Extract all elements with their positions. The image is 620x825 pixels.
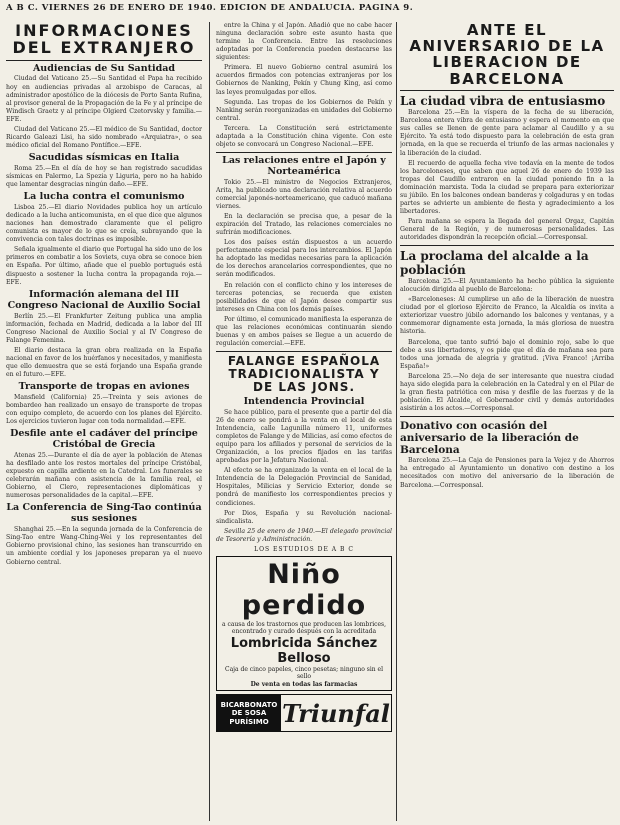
divider [400, 245, 614, 246]
article-paragraph: Los dos países están dispuestos a un acuerdo perfectamente especial para los intercambios. El Japón ha adoptado las medidas necesarias para la aplicación de los derechos arancelarios correspondientes, que no serán modificados. [216, 239, 392, 279]
article-paragraph: Atenas 25.—Durante el día de ayer la población de Atenas ha desfilado ante los restos mortales del príncipe Cristóbal, expuesto en capilla ardiente en la Catedral. Los funerales se celebrarán mañana con asistencia de la familia real, el Gobierno, el Clero, representaciones diplomáticas y numerosas personalidades de la capital.—EFE. [6, 452, 202, 500]
article-paragraph: En la declaración se precisa que, a pesar de la expiración del Tratado, las relaciones comerciales no sufrirán modificaciones. [216, 213, 392, 237]
column-rule [396, 22, 397, 821]
article-title: Las relaciones entre el Japón y Norteamérica [222, 154, 386, 177]
article-paragraph: Señala igualmente el diario que Portugal ha sido uno de los primeros en combatir a los Soviets, cuya obra se conoce bien en España. Por último, añade que el pueblo portugués está dispuesto a sostener la lucha contra la propaganda roja.—EFE. [6, 246, 202, 286]
divider [400, 416, 614, 417]
article-paragraph: Roma 25.—En el día de hoy se han registrado sacudidas sísmicas en Palermo, La Spezia y Liguria, pero no ha habido que lamentar desgracias ningún daño.—EFE. [6, 164, 202, 189]
page-header: A B C. VIERNES 26 DE ENERO DE 1940. EDICION DE ANDALUCIA. PAGINA 9. [6, 3, 414, 13]
article-paragraph: Primera. El nuevo Gobierno central asumirá los acuerdos firmados con potencias extranjeras por los Gobiernos de Nanking, Pekín y Chung King, así como las leyes promulgadas por ellos. [216, 64, 392, 96]
ad-label-line: PURÍSIMO [229, 717, 269, 726]
column-rule [209, 22, 210, 821]
article-paragraph: Barcelona 25.—El Ayuntamiento ha hecho pública la siguiente alocución dirigida al pueblo de Barcelona: [400, 278, 614, 294]
article-paragraph: Barcelona 25.—En la víspera de la fecha de su liberación, Barcelona entera vibra de entusiasmo y espera el momento en que sus calles se llenen de gente para aclamar al Caudillo y a su Ejército. Ya está todo dispuesto para la celebración de esta gran jornada, en la que se recuerda el triunfo de las armas nacionales y la liberación de la ciudad. [400, 109, 614, 157]
article-paragraph: entre la China y el Japón. Añadió que no cabe hacer ninguna declaración sobre este asunto hasta que termine la Conferencia. Entre las resoluciones adoptadas por la Conferencia pueden destacarse las siguientes: [216, 22, 392, 62]
ad-brand: Triunfal [282, 698, 390, 728]
article-title: La ciudad vibra de entusiasmo [400, 93, 606, 108]
advertisement-triunfal [216, 694, 392, 732]
article-title: Intendencia Provincial [243, 395, 365, 407]
divider [6, 60, 202, 61]
article-paragraph: Ciudad del Vaticano 25.—Su Santidad el Papa ha recibido hoy en audiencias privadas al arzobispo de Caracas, al administrador apostólico de la diócesis de Porto Santa Rufina, al provisor general de la Propagación de la Fe y al príncipe de Windisch Graetz y al príncipe Olgierd Czetorvsky y familia.—EFE. [6, 75, 202, 123]
article-title: Sacudidas sísmicas en Italia [28, 152, 180, 164]
article-paragraph: Sevilla 25 de enero de 1940.—El delegado provincial de Tesorería y Administración. [216, 527, 392, 543]
column-3 [400, 22, 614, 823]
falange-title: FALANGE ESPAÑOLA TRADICIONALISTA Y DE LAS JONS. [227, 354, 381, 394]
article-paragraph: El recuerdo de aquella fecha vive todavía en la mente de todos los barceloneses, que saben que aquel 26 de enero de 1939 las tropas del Caudillo entraron en la ciudad poniendo fin a la dominación marxista. Toda la ciudad se prepara para exteriorizar su júbilo. En los balcones ondean banderas y colgaduras y en todas partes se advierte un ambiente de fiesta y agradecimiento a los libertadores. [400, 159, 614, 215]
article-paragraph: Al efecto se ha organizado la venta en el local de la Intendencia de la Delegación Provincial de Sanidad, Hospitales, Milicias y Servicio Exterior, donde se pondrá de manifiesto los correspondientes precios y condiciones. [216, 467, 392, 507]
section-band: LOS ESTUDIOS DE A B C [254, 545, 354, 553]
article-paragraph: Barcelona, que tanto sufrió bajo el dominio rojo, sabe lo que debe a sus libertadores, y os pide que el día de mañana sea para todos una jornada de alegría y gratitud. ¡Viva Franco! ¡Arriba España!» [400, 338, 614, 370]
article-paragraph: Barcelona 25.—No deja de ser interesante que nuestra ciudad haya sido elegida para la celebración en la Catedral y en el Pilar de la gran fiesta patriótica con misa y desfile de las fuerzas y de la población. El Alcalde, el Gobernador civil y demás autoridades asistirán a los actos.—Corresponsal. [400, 372, 614, 412]
article-title: Transporte de tropas en aviones [18, 381, 190, 393]
ad-text: De venta en todas las farmacias [250, 680, 358, 688]
article-title: Donativo con ocasión del aniversario de la liberación de Barcelona [400, 420, 579, 456]
article-paragraph: Segunda. Las tropas de los Gobiernos de Pekín y Nanking serán reorganizadas en unidades del Gobierno central. [216, 98, 392, 122]
divider [216, 152, 392, 153]
ad-label-line: BICARBONATO [220, 700, 278, 709]
article-paragraph: Mansfield (California) 25.—Treinta y seis aviones de bombardeo han realizado un ensayo de transporte de tropas con equipo completo, de acuerdo con los planes del Ejército. Los ejercicios tuvieron lugar con toda normalidad.—EFE. [6, 393, 202, 426]
article-paragraph: Por Dios, España y su Revolución nacional-sindicalista. [216, 509, 392, 525]
article-paragraph: Lisboa 25.—El diario Novidades publica hoy un artículo dedicado a la lucha anticomunista, en el que dice que algunos naciones han demostrado claramente que el peligro comunista es mayor de lo que se creía, subrayando que la convivencia con tales doctrinas es imposible. [6, 204, 202, 244]
section-title: ANTE EL ANIVERSARIO DE LA LIBERACION DE BARCELONA [409, 22, 605, 88]
article-paragraph: Tokio 25.—El ministro de Negocios Extranjeros, Arita, ha publicado una declaración relativa al acuerdo comercial japonés-norteamericano, que caducó mañana viernes. [216, 178, 392, 210]
column-1 [6, 22, 202, 823]
article-title: La lucha contra el comunismo [23, 191, 185, 203]
article-title: La Conferencia de Sing-Tao continúa sus sesiones [6, 502, 202, 525]
article-paragraph: Berlín 25.—El Frankfurter Zeitung publica una amplia información, fechada en Madrid, dedicada a la labor del III Congreso Nacional de Auxilio Social y al IV Congreso de Falange Femenina. [6, 312, 202, 344]
article-title: Desfile ante el cadáver del príncipe Cristóbal de Grecia [10, 428, 198, 451]
article-paragraph: Se hace público, para el presente que a partir del día 26 de enero se pondrá a la venta en el local de esta Intendencia, calle Lagunilla número 11, uniformes completos de Falange y de Milicias, así como efectos de equipo para los afiliados y personal de servicios de la Organización, a los precios fijados en las tarifas aprobadas por la Jefatura Nacional. [216, 408, 392, 465]
article-paragraph: En relación con el conflicto chino y los intereses de terceras potencias, se recuerda que existen posibilidades de que el Japón desee compartir sus intereses en China con los demás países. [216, 281, 392, 313]
ad-text: Caja de cinco papeles, cinco pesetas; ninguno sin el sello [224, 665, 384, 681]
ad-label [217, 695, 281, 731]
article-paragraph: Tercera. La Constitución será estrictamente adaptada a la Constitución china vigente. Con este objeto se convocará un Congreso Nacional.—EFE. [216, 124, 392, 148]
ad-headline: Niño perdido [241, 558, 367, 621]
divider [400, 90, 614, 91]
advertisement-lombricida [216, 556, 392, 692]
article-paragraph: Por último, el comunicado manifiesta la esperanza de que las relaciones económicas continuarán siendo buenas y en ambos países se llegue a un acuerdo de regulación comercial.—EFE. [216, 315, 392, 347]
article-title: Información alemana del III Congreso Nacional de Auxilio Social [7, 288, 201, 311]
article-paragraph: «Barceloneses: Al cumplirse un año de la liberación de nuestra ciudad por el glorioso Ejército de Franco, la Alcaldía os invita a exteriorizar vuestro júbilo adornando los balcones y ventanas, y a conmemorar dignamente esta jornada, la más gloriosa de nuestra historia. [400, 296, 614, 336]
ad-brand: Lombricida Sánchez Belloso [230, 635, 378, 666]
article-paragraph: Barcelona 25.—La Caja de Pensiones para la Vejez y de Ahorros ha entregado al Ayuntamiento un donativo con destino a los necesitados con motivo del aniversario de la liberación de Barcelona.—Corresponsal. [400, 457, 614, 489]
article-paragraph: Para mañana se espera la llegada del general Orgaz, Capitán General de la Región, y de numerosas personalidades. Las autoridades dispondrán la recepción oficial.—Corresponsal. [400, 218, 614, 242]
column-2 [216, 22, 392, 823]
article-title: Audiencias de Su Santidad [32, 62, 176, 74]
ad-label-line: DE SOSA [231, 709, 267, 718]
section-title: INFORMACIONES DEL EXTRANJERO [12, 22, 196, 58]
divider [216, 351, 392, 352]
article-paragraph: El diario destaca la gran obra realizada en la España nacional en favor de los huérfanos y necesitados, y manifiesta que ello demuestra que se está forjando una España grande en el futuro.—EFE. [6, 346, 202, 378]
article-paragraph: Ciudad del Vaticano 25.—El médico de Su Santidad, doctor Ricardo Galeazi Lisi, ha sido nombrado «Arquiatra», o sea médico oficial del Romano Pontífice.—EFE. [6, 125, 202, 149]
article-title: La proclama del alcalde a la población [400, 249, 589, 277]
article-paragraph: Shanghai 25.—En la segunda jornada de la Conferencia de Sing-Tao entre Wang-Ching-Wei y los representantes del Gobierno provisional chino, las sesiones han transcurrido en un ambiente cordial y los japoneses preparan ya el nuevo Gobierno central. [6, 526, 202, 566]
ad-text: a causa de los trastornos que producen las lombrices, encontrado y curado después con la acreditada [221, 620, 387, 636]
